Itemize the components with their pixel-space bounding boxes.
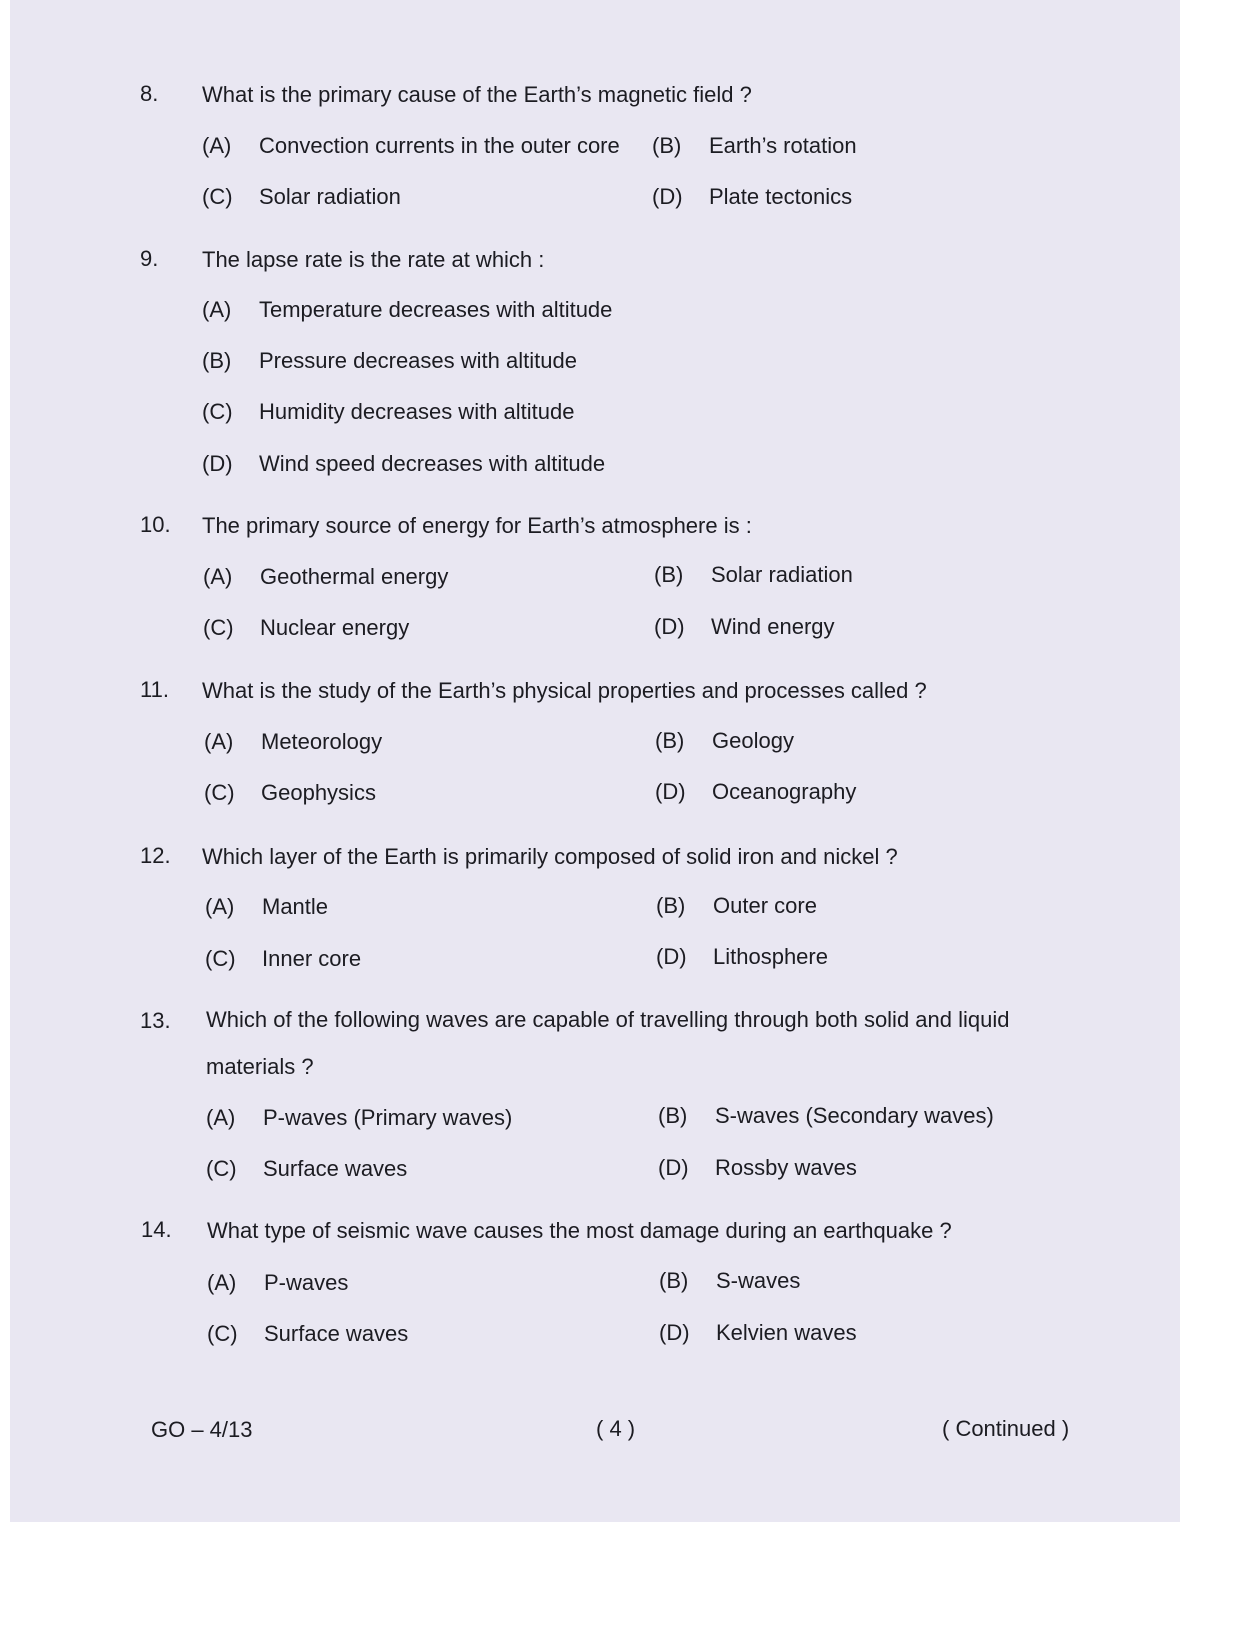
- option-label: (B): [202, 348, 232, 373]
- option-text: Wind speed decreases with altitude: [259, 451, 606, 476]
- option-label: (A): [202, 133, 232, 158]
- option-label: (A): [202, 297, 232, 322]
- option-label: (D): [656, 944, 687, 969]
- option-text: P-waves: [264, 1270, 349, 1295]
- option-text: Geothermal energy: [260, 564, 449, 589]
- option-text: S-waves: [716, 1268, 801, 1293]
- option-label: (B): [655, 728, 685, 753]
- option-label: (A): [203, 564, 233, 589]
- option-b: [659, 1268, 800, 1294]
- option-c: [202, 399, 574, 425]
- option-text: S-waves (Secondary waves): [715, 1103, 994, 1128]
- question-paper-page: [10, 0, 1180, 1522]
- option-label: (A): [206, 1105, 236, 1130]
- option-text: Geophysics: [261, 780, 376, 805]
- option-text: Lithosphere: [713, 944, 828, 969]
- option-text: Outer core: [713, 893, 817, 918]
- option-label: (C): [204, 780, 235, 805]
- option-label: (B): [656, 893, 686, 918]
- option-label: (A): [207, 1270, 237, 1295]
- option-a: [205, 894, 328, 920]
- option-text: Convection currents in the outer core: [259, 133, 620, 158]
- option-text: Rossby waves: [715, 1155, 857, 1180]
- question-text: Which of the following waves are capable of travelling through both solid and liquid materials ?: [206, 1007, 1010, 1079]
- option-a: [202, 297, 612, 323]
- option-a: [207, 1270, 348, 1296]
- option-label: (D): [652, 184, 683, 209]
- option-a: [202, 133, 620, 159]
- option-d: [652, 184, 852, 210]
- option-text: Inner core: [262, 946, 362, 971]
- option-label: (C): [205, 946, 236, 971]
- option-d: [659, 1320, 857, 1346]
- page-number: ( 4 ): [596, 1416, 636, 1441]
- question-text: What is the primary cause of the Earth’s magnetic field ?: [202, 82, 752, 107]
- option-text: Surface waves: [264, 1321, 409, 1346]
- option-d: [658, 1155, 857, 1181]
- option-label: (B): [658, 1103, 688, 1128]
- option-d: [655, 779, 856, 805]
- option-d: [202, 451, 605, 477]
- option-b: [658, 1103, 994, 1129]
- question-text: Which layer of the Earth is primarily composed of solid iron and nickel ?: [202, 844, 898, 869]
- option-label: (C): [207, 1321, 238, 1346]
- option-text: Nuclear energy: [260, 615, 410, 640]
- option-text: Humidity decreases with altitude: [259, 399, 575, 424]
- option-label: (D): [659, 1320, 690, 1345]
- option-label: (A): [204, 729, 234, 754]
- option-text: Temperature decreases with altitude: [259, 297, 613, 322]
- option-b: [655, 728, 794, 754]
- option-c: [204, 780, 376, 806]
- option-c: [202, 184, 401, 210]
- option-text: Wind energy: [711, 614, 835, 639]
- question-number: 10.: [140, 512, 171, 537]
- question-number: 14.: [141, 1217, 172, 1242]
- option-label: (D): [654, 614, 685, 639]
- question-text: The primary source of energy for Earth’s atmosphere is :: [202, 513, 752, 538]
- option-text: Oceanography: [712, 779, 857, 804]
- option-b: [202, 348, 577, 374]
- option-b: [656, 893, 817, 919]
- option-a: [206, 1105, 512, 1131]
- option-text: Pressure decreases with altitude: [259, 348, 577, 373]
- option-b: [652, 133, 857, 159]
- option-a: [204, 729, 382, 755]
- option-c: [203, 615, 409, 641]
- option-text: Earth’s rotation: [709, 133, 857, 158]
- question-text: What type of seismic wave causes the most damage during an earthquake ?: [207, 1218, 952, 1243]
- option-label: (B): [659, 1268, 689, 1293]
- option-text: Geology: [712, 728, 794, 753]
- question-number: 9.: [140, 246, 159, 271]
- option-b: [654, 562, 853, 588]
- option-c: [207, 1321, 408, 1347]
- option-c: [206, 1156, 407, 1182]
- option-label: (D): [202, 451, 233, 476]
- option-label: (C): [206, 1156, 237, 1181]
- option-a: [203, 564, 448, 590]
- option-text: Solar radiation: [259, 184, 401, 209]
- question-number: 12.: [140, 843, 171, 868]
- option-text: P-waves (Primary waves): [263, 1105, 513, 1130]
- option-label: (B): [654, 562, 684, 587]
- question-number: 8.: [140, 81, 159, 106]
- option-label: (A): [205, 894, 235, 919]
- option-d: [656, 944, 828, 970]
- question-text: The lapse rate is the rate at which :: [202, 247, 545, 272]
- option-d: [654, 614, 835, 640]
- option-label: (B): [652, 133, 682, 158]
- question-number: 13.: [140, 1008, 171, 1033]
- question-text: What is the study of the Earth’s physical properties and processes called ?: [202, 678, 927, 703]
- option-text: Plate tectonics: [709, 184, 853, 209]
- option-text: Meteorology: [261, 729, 383, 754]
- option-text: Solar radiation: [711, 562, 853, 587]
- option-label: (C): [203, 615, 234, 640]
- option-c: [205, 946, 361, 972]
- question-number: 11.: [140, 677, 169, 702]
- option-text: Mantle: [262, 894, 329, 919]
- option-label: (D): [655, 779, 686, 804]
- option-text: Surface waves: [263, 1156, 408, 1181]
- paper-code: GO – 4/13: [151, 1417, 253, 1442]
- continued-label: ( Continued ): [942, 1416, 1070, 1441]
- option-label: (C): [202, 184, 233, 209]
- option-text: Kelvien waves: [716, 1320, 857, 1345]
- option-label: (C): [202, 399, 233, 424]
- option-label: (D): [658, 1155, 689, 1180]
